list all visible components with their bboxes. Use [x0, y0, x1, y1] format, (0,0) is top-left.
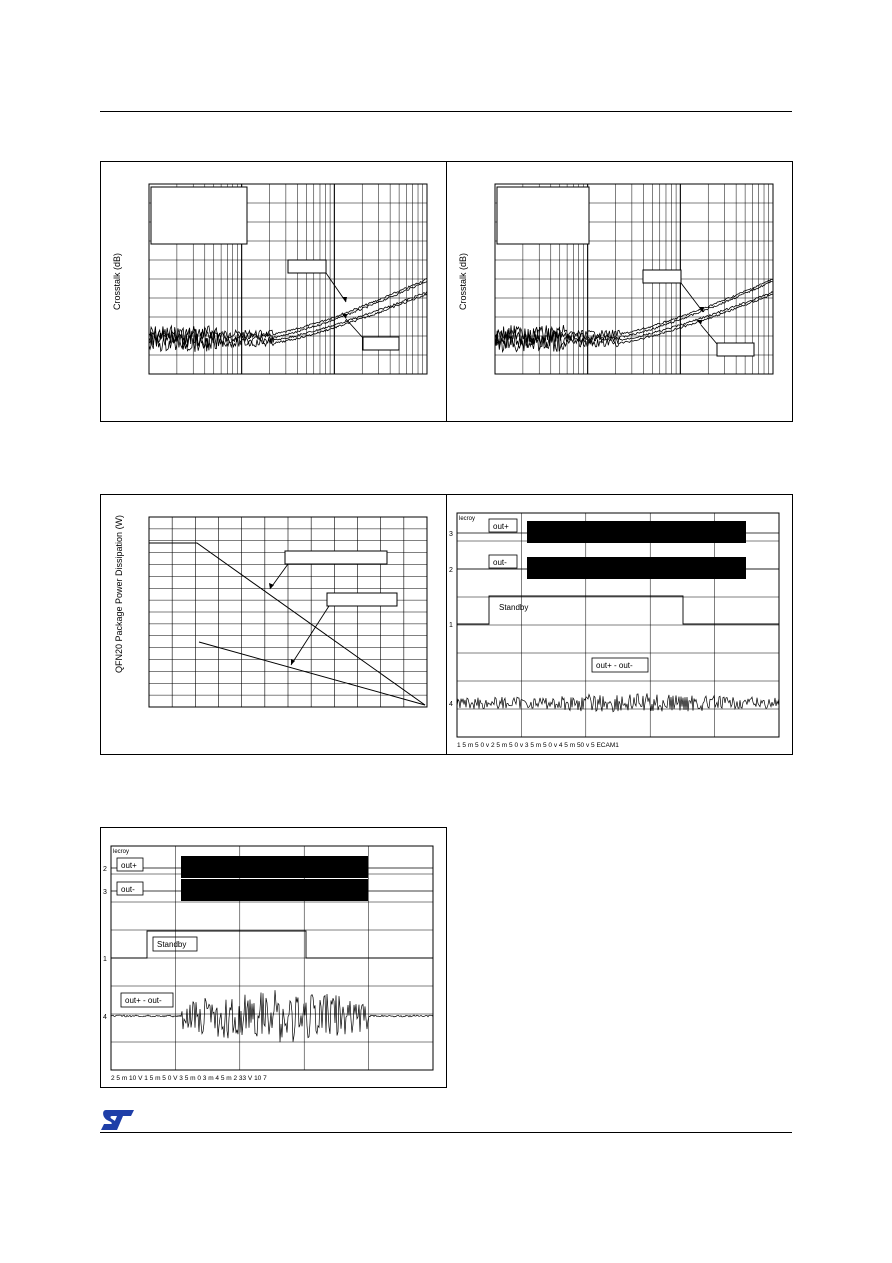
- power-dissipation-panel: [100, 494, 447, 755]
- curve-label-box: [643, 270, 681, 283]
- curve-label-box: [285, 551, 387, 564]
- channel-marker: 4: [103, 1014, 107, 1021]
- out-minus-label: out-: [121, 885, 135, 894]
- channel-marker: 2: [449, 567, 453, 574]
- out-minus-label: out-: [493, 558, 507, 567]
- arrow-line: [346, 319, 363, 338]
- diff-label: out+ - out-: [125, 996, 162, 1005]
- power-dissipation-ylabel: QFN20 Package Power Dissipation (W): [114, 514, 124, 673]
- arrow-line: [701, 325, 717, 344]
- channel-marker: 4: [449, 701, 453, 708]
- scope-capture-1: [447, 495, 792, 754]
- curve-label-box: [327, 593, 397, 606]
- curve-label-box: [717, 343, 754, 356]
- header-rule: [100, 111, 792, 112]
- standby-label: Standby: [499, 603, 529, 612]
- burst-block: [527, 557, 746, 579]
- st-logo-icon: [100, 1108, 136, 1132]
- crosstalk-chart-left: [101, 162, 446, 421]
- channel-marker: 3: [103, 889, 107, 896]
- scope-panel-2: [100, 827, 447, 1088]
- power-dissipation-chart: [101, 495, 446, 754]
- crosstalk-chart-right: [447, 162, 792, 421]
- scope-brand-label: lecroy: [113, 849, 130, 855]
- channel-marker: 1: [103, 956, 107, 963]
- footer-rule: [100, 1132, 792, 1133]
- scope-status-line: 2 5 m 10 V 1 5 m 5 0 V 3 5 m 0 3 m 4 5 m 2 33 V 10 7: [111, 1075, 267, 1082]
- channel-marker: 2: [103, 866, 107, 873]
- crosstalk-left-ylabel: Crosstalk (dB): [112, 252, 122, 310]
- burst-block: [527, 521, 746, 543]
- out-plus-label: out+: [121, 861, 137, 870]
- burst-block: [181, 856, 368, 878]
- crosstalk-panel-left: [100, 161, 447, 422]
- scope-status-line: 1 5 m 5 0 v 2 5 m 5 0 v 3 5 m 5 0 v 4 5 m 50 v 5 ECAM1: [457, 742, 619, 749]
- scope-brand-label: lecroy: [459, 516, 476, 522]
- channel-marker: 1: [449, 622, 453, 629]
- standby-label: Standby: [157, 940, 187, 949]
- curve-label-box: [288, 260, 326, 273]
- crosstalk-trace: [495, 292, 773, 349]
- scope-capture-2: [101, 828, 446, 1087]
- crosstalk-trace: [495, 279, 773, 343]
- channel-marker: 3: [449, 531, 453, 538]
- curve-label-box: [363, 337, 399, 350]
- arrow-head: [342, 297, 347, 302]
- scope-panel-1: [446, 494, 793, 755]
- diff-label: out+ - out-: [596, 661, 633, 670]
- crosstalk-right-ylabel: Crosstalk (dB): [458, 252, 468, 310]
- burst-block: [181, 879, 368, 901]
- derating-curve-2: [199, 642, 425, 705]
- crosstalk-panel-right: [446, 161, 793, 422]
- legend-box: [497, 187, 589, 244]
- legend-box: [151, 187, 247, 244]
- arrow-head: [697, 320, 702, 325]
- out-plus-label: out+: [493, 522, 509, 531]
